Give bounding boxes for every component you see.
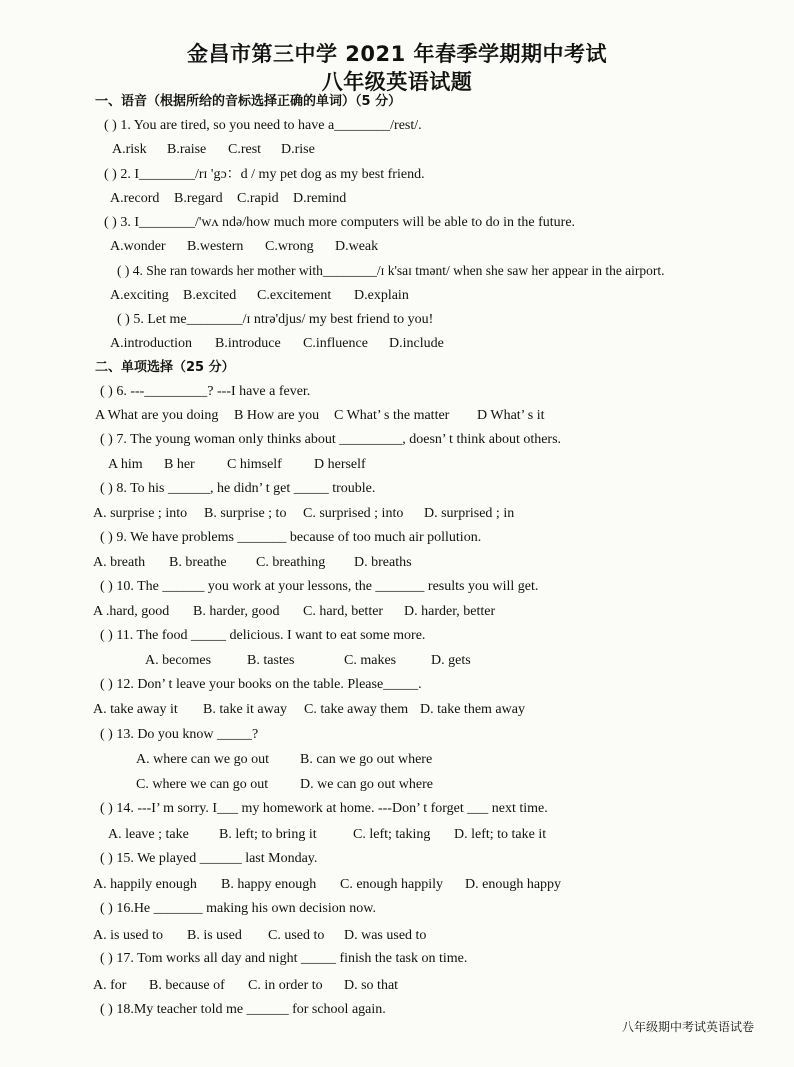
exam-title: 金昌市第三中学 2021 年春季学期期中考试	[186, 42, 608, 66]
q13-option-d: D. we can go out where	[300, 777, 433, 792]
q9-option-b: B. breathe	[169, 555, 227, 570]
q5-option-b: B.introduce	[215, 336, 281, 351]
q6-stem: ( ) 6. ---_________? ---I have a fever.	[100, 384, 311, 399]
q17-stem: ( ) 17. Tom works all day and night _____ finish the task on time.	[100, 951, 468, 966]
q7-option-c: C himself	[227, 457, 282, 472]
q17-option-a: A. for	[93, 978, 127, 993]
q16-option-b: B. is used	[187, 928, 242, 943]
q14-option-b: B. left; to bring it	[219, 827, 317, 842]
q2-option-b: B.regard	[174, 191, 223, 206]
q15-option-c: C. enough happily	[340, 877, 444, 892]
q8-option-a: A. surprise ; into	[93, 506, 188, 521]
q10-option-d: D. harder, better	[404, 604, 496, 619]
q10-option-b: B. harder, good	[193, 604, 280, 619]
q7-option-d: D herself	[314, 457, 366, 472]
q2-option-a: A.record	[110, 191, 160, 206]
q9-option-c: C. breathing	[256, 555, 326, 570]
q3-stem: ( ) 3. I________/'wʌ ndə/how much more computers will be able to do in the future.	[104, 215, 576, 230]
q12-option-a: A. take away it	[93, 702, 178, 717]
q11-stem: ( ) 11. The food _____ delicious. I want to eat some more.	[100, 628, 426, 643]
q6-option-c: C What’ s the matter	[334, 408, 450, 423]
q1-option-b: B.raise	[167, 142, 207, 157]
q3-option-a: A.wonder	[110, 239, 166, 254]
q2-stem: ( ) 2. I________/rɪ 'gɔ：d / my pet dog as my best friend.	[104, 167, 425, 182]
q7-option-b: B her	[164, 457, 195, 472]
q4-option-d: D.explain	[354, 288, 409, 303]
q16-option-d: D. was used to	[344, 928, 427, 943]
q3-option-b: B.western	[187, 239, 244, 254]
q15-option-b: B. happy enough	[221, 877, 317, 892]
q11-option-a: A. becomes	[145, 653, 212, 668]
q3-option-d: D.weak	[335, 239, 379, 254]
q13-stem: ( ) 13. Do you know _____?	[100, 727, 259, 742]
q10-option-a: A .hard, good	[93, 604, 170, 619]
q6-option-b: B How are you	[234, 408, 320, 423]
q9-stem: ( ) 9. We have problems _______ because of too much air pollution.	[100, 530, 482, 545]
q10-stem: ( ) 10. The ______ you work at your lessons, the _______ results you will get.	[100, 579, 539, 594]
q14-stem: ( ) 14. ---I’ m sorry. I___ my homework at home. ---Don’ t forget ___ next time.	[100, 801, 548, 816]
q12-stem: ( ) 12. Don’ t leave your books on the table. Please_____.	[100, 677, 422, 692]
q17-option-b: B. because of	[149, 978, 225, 993]
exam-subtitle: 八年级英语试题	[321, 70, 473, 94]
q11-option-b: B. tastes	[247, 653, 295, 668]
q12-option-c: C. take away them	[304, 702, 409, 717]
q2-option-c: C.rapid	[237, 191, 279, 206]
q11-option-d: D. gets	[431, 653, 471, 668]
q16-option-c: C. used to	[268, 928, 325, 943]
q4-option-c: C.excitement	[257, 288, 332, 303]
q8-stem: ( ) 8. To his ______, he didn’ t get _____ trouble.	[100, 481, 376, 496]
q15-option-d: D. enough happy	[465, 877, 562, 892]
q15-stem: ( ) 15. We played ______ last Monday.	[100, 851, 318, 866]
q14-option-c: C. left; taking	[353, 827, 431, 842]
q13-option-a: A. where can we go out	[136, 752, 269, 767]
q7-option-a: A him	[108, 457, 143, 472]
section2-heading: 二、单项选择（25 分）	[95, 360, 235, 375]
q16-option-a: A. is used to	[93, 928, 163, 943]
q6-option-a: A What are you doing	[95, 408, 219, 423]
q7-stem: ( ) 7. The young woman only thinks about _________, doesn’ t think about others.	[100, 432, 562, 447]
q6-option-d: D What’ s it	[477, 408, 545, 423]
q1-option-a: A.risk	[112, 142, 147, 157]
q4-stem: ( ) 4. She ran towards her mother with________/ɪ k'saɪ tmənt/ when she saw her appear in the airport.	[117, 263, 665, 278]
q13-option-b: B. can we go out where	[300, 752, 433, 767]
q8-option-c: C. surprised ; into	[303, 506, 404, 521]
q1-option-d: D.rise	[281, 142, 315, 157]
q14-option-a: A. leave ; take	[108, 827, 189, 842]
q9-option-d: D. breaths	[354, 555, 412, 570]
q18-stem: ( ) 18.My teacher told me ______ for school again.	[100, 1002, 386, 1017]
q13-option-c: C. where we can go out	[136, 777, 269, 792]
q3-option-c: C.wrong	[265, 239, 314, 254]
q11-option-c: C. makes	[344, 653, 397, 668]
q12-option-b: B. take it away	[203, 702, 287, 717]
section1-heading: 一、语音（根据所给的音标选择正确的单词）（5 分）	[95, 94, 402, 109]
q5-option-c: C.influence	[303, 336, 368, 351]
q15-option-a: A. happily enough	[93, 877, 197, 892]
q5-option-a: A.introduction	[110, 336, 193, 351]
q5-option-d: D.include	[389, 336, 444, 351]
q2-option-d: D.remind	[293, 191, 347, 206]
q16-stem: ( ) 16.He _______ making his own decision now.	[100, 901, 376, 916]
q8-option-b: B. surprise ; to	[204, 506, 287, 521]
page-footer: 八年级期中考试英语试卷	[621, 1020, 754, 1034]
q5-stem: ( ) 5. Let me________/ɪ ntrə'djus/ my best friend to you!	[117, 312, 434, 327]
q12-option-d: D. take them away	[420, 702, 525, 717]
q1-stem: ( ) 1. You are tired, so you need to have a________/rest/.	[104, 118, 422, 133]
q9-option-a: A. breath	[93, 555, 146, 570]
q14-option-d: D. left; to take it	[454, 827, 547, 842]
q10-option-c: C. hard, better	[303, 604, 384, 619]
q4-option-a: A.exciting	[110, 288, 169, 303]
q4-option-b: B.excited	[183, 288, 237, 303]
q8-option-d: D. surprised ; in	[424, 506, 515, 521]
q17-option-c: C. in order to	[248, 978, 323, 993]
q17-option-d: D. so that	[344, 978, 399, 993]
q1-option-c: C.rest	[228, 142, 262, 157]
